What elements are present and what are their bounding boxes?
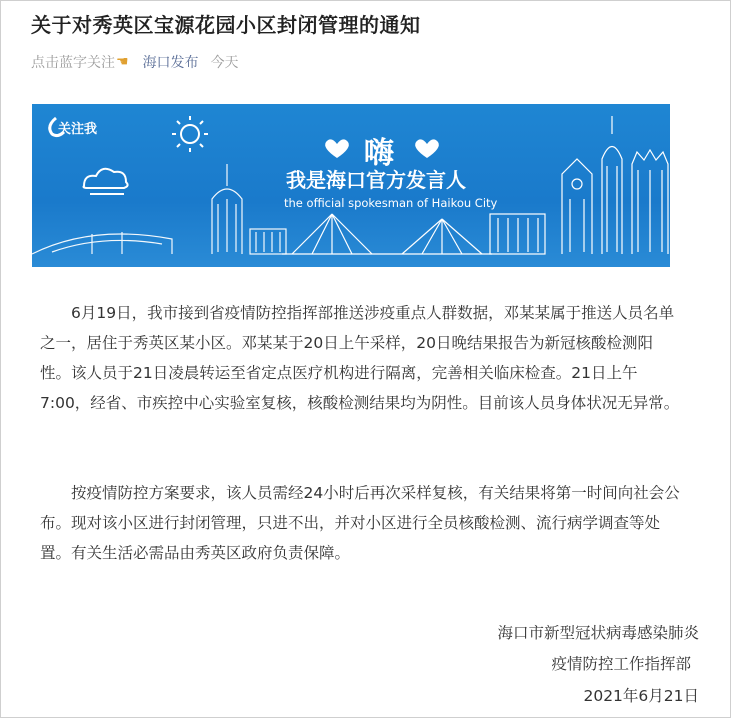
banner-slogan: 我是海口官方发言人 xyxy=(286,168,466,192)
heart-icon xyxy=(415,139,439,158)
banner-follow-label: 关注我 xyxy=(58,122,98,137)
city-skyline-left xyxy=(32,164,286,254)
header-banner-image xyxy=(32,104,670,267)
banner-hai-text: 嗨 xyxy=(364,136,394,171)
publish-date: 今天 xyxy=(210,55,239,71)
bridge-illustration xyxy=(282,214,492,254)
banner-slogan-english: the official spokesman of Haikou City xyxy=(284,196,498,210)
heart-icon xyxy=(325,139,349,158)
account-name-link[interactable]: 海口发布 xyxy=(142,55,199,71)
body-paragraph-1: 6月19日，我市接到省疫情防控指挥部推送涉疫重点人群数据，邓某某属于推送人员名单之一，居住于秀英区某小区。邓某某于20日上午采样，20日晚结果报告为新冠核酸检测阳性。该人员于21日凌晨转运至省定点医疗机构进行隔离，完善相关临床检查。21日上午7:00，经省、市疾控中心实验室复核，核酸检测结果均为阴性。目前该人员身体状况无异常。 xyxy=(40,304,680,412)
article-meta xyxy=(31,52,239,72)
follow-prompt[interactable]: 点击蓝字关注 xyxy=(31,55,115,71)
pointing-hand-icon: ☚ xyxy=(116,54,129,70)
signature-org-line-1: 海口市新型冠状病毒感染肺炎 xyxy=(497,624,699,642)
article-title: 关于对秀英区宝源花园小区封闭管理的通知 xyxy=(31,13,421,37)
cloud-icon xyxy=(84,169,128,194)
signature-date: 2021年6月21日 xyxy=(583,687,699,705)
body-paragraph-2: 按疫情防控方案要求，该人员需经24小时后再次采样复核，有关结果将第一时间向社会公布。现对该小区进行封闭管理，只进不出，并对小区进行全员核酸检测、流行病学调查等处置。有关生活必需品由秀英区政府负责保障。 xyxy=(40,484,680,562)
signature-org-line-2: 疫情防控工作指挥部 xyxy=(551,655,691,673)
sun-icon xyxy=(172,116,208,152)
city-skyline-right xyxy=(490,116,668,254)
